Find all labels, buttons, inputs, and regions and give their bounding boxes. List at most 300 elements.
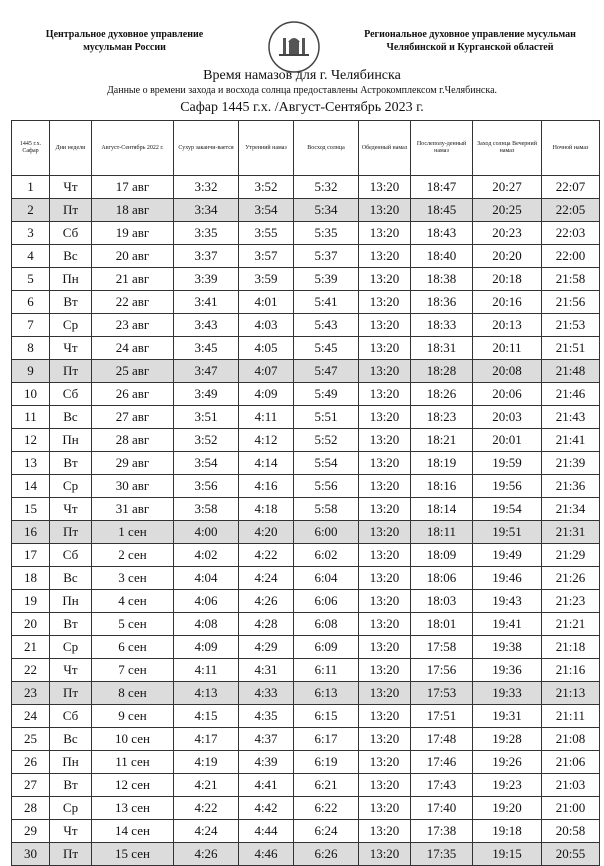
weekday-cell: Пт: [50, 521, 92, 544]
table-row: [12, 314, 600, 337]
table-row: [12, 406, 600, 429]
asr-cell: 18:19: [411, 452, 473, 475]
suhur-end-cell: 4:11: [174, 659, 239, 682]
dhuhr-cell: 13:20: [359, 452, 411, 475]
safar-day-cell: 23: [12, 682, 50, 705]
isha-cell: 20:58: [542, 820, 600, 843]
weekday-cell: Сб: [50, 705, 92, 728]
maghrib-cell: 19:33: [473, 682, 542, 705]
table-row: [12, 521, 600, 544]
fajr-cell: 4:18: [239, 498, 294, 521]
isha-cell: 21:11: [542, 705, 600, 728]
maghrib-cell: 20:27: [473, 176, 542, 199]
weekday-cell: Ср: [50, 797, 92, 820]
fajr-cell: 3:52: [239, 176, 294, 199]
isha-cell: 21:41: [542, 429, 600, 452]
weekday-cell: Ср: [50, 636, 92, 659]
suhur-end-cell: 3:56: [174, 475, 239, 498]
dhuhr-cell: 13:20: [359, 498, 411, 521]
header-left-line1: Центральное духовное управление: [45, 29, 204, 40]
dhuhr-cell: 13:20: [359, 337, 411, 360]
asr-cell: 18:06: [411, 567, 473, 590]
weekday-cell: Вс: [50, 728, 92, 751]
safar-day-cell: 20: [12, 613, 50, 636]
isha-cell: 21:00: [542, 797, 600, 820]
column-header: Утренний намаз: [239, 121, 294, 176]
suhur-end-cell: 4:06: [174, 590, 239, 613]
suhur-end-cell: 3:49: [174, 383, 239, 406]
safar-day-cell: 28: [12, 797, 50, 820]
weekday-cell: Вс: [50, 406, 92, 429]
safar-day-cell: 30: [12, 843, 50, 866]
asr-cell: 17:51: [411, 705, 473, 728]
column-header: Заход солнца Вечерний намаз: [473, 121, 542, 176]
suhur-end-cell: 3:39: [174, 268, 239, 291]
maghrib-cell: 20:20: [473, 245, 542, 268]
safar-day-cell: 10: [12, 383, 50, 406]
period-title: Сафар 1445 г.х. /Август-Сентябрь 2023 г.: [180, 100, 424, 115]
gregorian-date-cell: 25 авг: [92, 360, 174, 383]
maghrib-cell: 19:56: [473, 475, 542, 498]
dhuhr-cell: 13:20: [359, 406, 411, 429]
suhur-end-cell: 4:17: [174, 728, 239, 751]
gregorian-date-cell: 21 авг: [92, 268, 174, 291]
weekday-cell: Вс: [50, 245, 92, 268]
table-row: [12, 429, 600, 452]
suhur-end-cell: 4:02: [174, 544, 239, 567]
table-row: [12, 268, 600, 291]
isha-cell: 20:55: [542, 843, 600, 866]
gregorian-date-cell: 13 сен: [92, 797, 174, 820]
suhur-end-cell: 4:24: [174, 820, 239, 843]
suhur-end-cell: 4:21: [174, 774, 239, 797]
fajr-cell: 4:11: [239, 406, 294, 429]
weekday-cell: Ср: [50, 314, 92, 337]
isha-cell: 21:26: [542, 567, 600, 590]
fajr-cell: 4:29: [239, 636, 294, 659]
maghrib-cell: 20:25: [473, 199, 542, 222]
dhuhr-cell: 13:20: [359, 751, 411, 774]
gregorian-date-cell: 15 сен: [92, 843, 174, 866]
dhuhr-cell: 13:20: [359, 636, 411, 659]
sunrise-cell: 5:34: [294, 199, 359, 222]
table-row: [12, 291, 600, 314]
column-header: Дни недели: [50, 121, 92, 176]
gregorian-date-cell: 26 авг: [92, 383, 174, 406]
maghrib-cell: 20:13: [473, 314, 542, 337]
isha-cell: 21:56: [542, 291, 600, 314]
sunrise-cell: 5:51: [294, 406, 359, 429]
column-header: Август-Сентябрь 2022 г.: [92, 121, 174, 176]
gregorian-date-cell: 29 авг: [92, 452, 174, 475]
isha-cell: 21:29: [542, 544, 600, 567]
table-row: [12, 682, 600, 705]
fajr-cell: 3:59: [239, 268, 294, 291]
fajr-cell: 4:09: [239, 383, 294, 406]
gregorian-date-cell: 1 сен: [92, 521, 174, 544]
sunrise-cell: 6:06: [294, 590, 359, 613]
sunrise-cell: 5:52: [294, 429, 359, 452]
table-row: [12, 222, 600, 245]
weekday-cell: Сб: [50, 222, 92, 245]
header-left-org: [22, 28, 227, 54]
dhuhr-cell: 13:20: [359, 728, 411, 751]
gregorian-date-cell: 17 авг: [92, 176, 174, 199]
isha-cell: 21:53: [542, 314, 600, 337]
safar-day-cell: 3: [12, 222, 50, 245]
table-row: [12, 176, 600, 199]
fajr-cell: 4:44: [239, 820, 294, 843]
safar-day-cell: 9: [12, 360, 50, 383]
sunrise-cell: 5:49: [294, 383, 359, 406]
fajr-cell: 4:01: [239, 291, 294, 314]
isha-cell: 21:46: [542, 383, 600, 406]
maghrib-cell: 20:11: [473, 337, 542, 360]
gregorian-date-cell: 7 сен: [92, 659, 174, 682]
isha-cell: 22:03: [542, 222, 600, 245]
suhur-end-cell: 3:54: [174, 452, 239, 475]
table-row: [12, 245, 600, 268]
fajr-cell: 4:14: [239, 452, 294, 475]
safar-day-cell: 12: [12, 429, 50, 452]
suhur-end-cell: 3:35: [174, 222, 239, 245]
asr-cell: 17:56: [411, 659, 473, 682]
sunrise-cell: 5:37: [294, 245, 359, 268]
asr-cell: 17:35: [411, 843, 473, 866]
suhur-end-cell: 4:15: [174, 705, 239, 728]
dhuhr-cell: 13:20: [359, 705, 411, 728]
fajr-cell: 4:03: [239, 314, 294, 337]
asr-cell: 18:11: [411, 521, 473, 544]
dhuhr-cell: 13:20: [359, 176, 411, 199]
safar-day-cell: 11: [12, 406, 50, 429]
sunrise-cell: 5:45: [294, 337, 359, 360]
weekday-cell: Пт: [50, 360, 92, 383]
asr-cell: 17:46: [411, 751, 473, 774]
weekday-cell: Сб: [50, 544, 92, 567]
maghrib-cell: 19:41: [473, 613, 542, 636]
sunrise-cell: 6:21: [294, 774, 359, 797]
sunrise-cell: 6:19: [294, 751, 359, 774]
weekday-cell: Чт: [50, 820, 92, 843]
fajr-cell: 4:39: [239, 751, 294, 774]
fajr-cell: 4:16: [239, 475, 294, 498]
maghrib-cell: 19:15: [473, 843, 542, 866]
asr-cell: 18:33: [411, 314, 473, 337]
safar-day-cell: 13: [12, 452, 50, 475]
fajr-cell: 4:05: [239, 337, 294, 360]
isha-cell: 21:03: [542, 774, 600, 797]
fajr-cell: 3:57: [239, 245, 294, 268]
gregorian-date-cell: 4 сен: [92, 590, 174, 613]
safar-day-cell: 18: [12, 567, 50, 590]
sunrise-cell: 6:04: [294, 567, 359, 590]
isha-cell: 21:58: [542, 268, 600, 291]
dhuhr-cell: 13:20: [359, 314, 411, 337]
asr-cell: 17:40: [411, 797, 473, 820]
isha-cell: 21:51: [542, 337, 600, 360]
maghrib-cell: 19:23: [473, 774, 542, 797]
gregorian-date-cell: 23 авг: [92, 314, 174, 337]
fajr-cell: 3:55: [239, 222, 294, 245]
weekday-cell: Пн: [50, 268, 92, 291]
isha-cell: 21:23: [542, 590, 600, 613]
column-header: Обеденный намаз: [359, 121, 411, 176]
suhur-end-cell: 3:41: [174, 291, 239, 314]
fajr-cell: 4:12: [239, 429, 294, 452]
isha-cell: 21:36: [542, 475, 600, 498]
table-row: [12, 199, 600, 222]
asr-cell: 18:16: [411, 475, 473, 498]
weekday-cell: Вт: [50, 774, 92, 797]
gregorian-date-cell: 22 авг: [92, 291, 174, 314]
safar-day-cell: 26: [12, 751, 50, 774]
asr-cell: 18:45: [411, 199, 473, 222]
asr-cell: 18:21: [411, 429, 473, 452]
safar-day-cell: 25: [12, 728, 50, 751]
isha-cell: 21:13: [542, 682, 600, 705]
gregorian-date-cell: 10 сен: [92, 728, 174, 751]
prayer-times-table: [11, 120, 600, 866]
asr-cell: 17:53: [411, 682, 473, 705]
asr-cell: 18:26: [411, 383, 473, 406]
maghrib-cell: 19:31: [473, 705, 542, 728]
isha-cell: 21:48: [542, 360, 600, 383]
suhur-end-cell: 3:34: [174, 199, 239, 222]
sunrise-cell: 5:56: [294, 475, 359, 498]
gregorian-date-cell: 6 сен: [92, 636, 174, 659]
table-row: [12, 636, 600, 659]
table-row: [12, 843, 600, 866]
asr-cell: 18:23: [411, 406, 473, 429]
weekday-cell: Ср: [50, 475, 92, 498]
weekday-cell: Вт: [50, 613, 92, 636]
gregorian-date-cell: 8 сен: [92, 682, 174, 705]
suhur-end-cell: 3:52: [174, 429, 239, 452]
sunrise-cell: 6:15: [294, 705, 359, 728]
weekday-cell: Пн: [50, 590, 92, 613]
asr-cell: 18:09: [411, 544, 473, 567]
table-row: [12, 728, 600, 751]
suhur-end-cell: 3:51: [174, 406, 239, 429]
asr-cell: 18:01: [411, 613, 473, 636]
table-row: [12, 498, 600, 521]
dhuhr-cell: 13:20: [359, 475, 411, 498]
suhur-end-cell: 4:19: [174, 751, 239, 774]
sunrise-cell: 6:09: [294, 636, 359, 659]
fajr-cell: 4:26: [239, 590, 294, 613]
dhuhr-cell: 13:20: [359, 199, 411, 222]
weekday-cell: Чт: [50, 337, 92, 360]
sunrise-cell: 6:17: [294, 728, 359, 751]
gregorian-date-cell: 31 авг: [92, 498, 174, 521]
isha-cell: 22:05: [542, 199, 600, 222]
safar-day-cell: 16: [12, 521, 50, 544]
weekday-cell: Пн: [50, 429, 92, 452]
table-body: [12, 176, 600, 866]
safar-day-cell: 29: [12, 820, 50, 843]
safar-day-cell: 7: [12, 314, 50, 337]
fajr-cell: 4:28: [239, 613, 294, 636]
dhuhr-cell: 13:20: [359, 820, 411, 843]
safar-day-cell: 8: [12, 337, 50, 360]
sunrise-cell: 5:47: [294, 360, 359, 383]
sunrise-cell: 5:43: [294, 314, 359, 337]
safar-day-cell: 15: [12, 498, 50, 521]
safar-day-cell: 1: [12, 176, 50, 199]
weekday-cell: Вс: [50, 567, 92, 590]
maghrib-cell: 20:18: [473, 268, 542, 291]
sunrise-cell: 6:22: [294, 797, 359, 820]
page-subtitle: Данные о времени захода и восхода солнца предоставлены Астрокомплексом г.Челябинска.: [106, 85, 498, 96]
table-row: [12, 774, 600, 797]
asr-cell: 17:58: [411, 636, 473, 659]
asr-cell: 18:31: [411, 337, 473, 360]
gregorian-date-cell: 28 авг: [92, 429, 174, 452]
table-row: [12, 452, 600, 475]
gregorian-date-cell: 24 авг: [92, 337, 174, 360]
maghrib-cell: 19:28: [473, 728, 542, 751]
safar-day-cell: 4: [12, 245, 50, 268]
dhuhr-cell: 13:20: [359, 383, 411, 406]
table-row: [12, 567, 600, 590]
column-header: Восход солнца: [294, 121, 359, 176]
suhur-end-cell: 4:08: [174, 613, 239, 636]
sunrise-cell: 5:41: [294, 291, 359, 314]
safar-day-cell: 24: [12, 705, 50, 728]
table-row: [12, 705, 600, 728]
safar-day-cell: 19: [12, 590, 50, 613]
column-header: Послеполу-денный намаз: [411, 121, 473, 176]
maghrib-cell: 19:26: [473, 751, 542, 774]
maghrib-cell: 20:01: [473, 429, 542, 452]
maghrib-cell: 19:20: [473, 797, 542, 820]
table-row: [12, 659, 600, 682]
isha-cell: 21:06: [542, 751, 600, 774]
isha-cell: 21:08: [542, 728, 600, 751]
dhuhr-cell: 13:20: [359, 774, 411, 797]
table-row: [12, 337, 600, 360]
fajr-cell: 3:54: [239, 199, 294, 222]
weekday-cell: Пт: [50, 843, 92, 866]
maghrib-cell: 20:23: [473, 222, 542, 245]
gregorian-date-cell: 12 сен: [92, 774, 174, 797]
sunrise-cell: 6:02: [294, 544, 359, 567]
table-header-row: [12, 121, 600, 176]
safar-day-cell: 21: [12, 636, 50, 659]
asr-cell: 18:38: [411, 268, 473, 291]
fajr-cell: 4:46: [239, 843, 294, 866]
header-right-line1: Региональное духовное управление мусульман: [364, 29, 576, 40]
column-header: Сухур заканчи-вается: [174, 121, 239, 176]
suhur-end-cell: 4:09: [174, 636, 239, 659]
gregorian-date-cell: 14 сен: [92, 820, 174, 843]
suhur-end-cell: 3:58: [174, 498, 239, 521]
dhuhr-cell: 13:20: [359, 797, 411, 820]
suhur-end-cell: 3:47: [174, 360, 239, 383]
asr-cell: 17:43: [411, 774, 473, 797]
isha-cell: 21:16: [542, 659, 600, 682]
suhur-end-cell: 3:43: [174, 314, 239, 337]
isha-cell: 21:43: [542, 406, 600, 429]
weekday-cell: Пн: [50, 751, 92, 774]
maghrib-cell: 19:49: [473, 544, 542, 567]
dhuhr-cell: 13:20: [359, 268, 411, 291]
maghrib-cell: 19:46: [473, 567, 542, 590]
asr-cell: 18:40: [411, 245, 473, 268]
suhur-end-cell: 3:37: [174, 245, 239, 268]
dhuhr-cell: 13:20: [359, 360, 411, 383]
maghrib-cell: 20:16: [473, 291, 542, 314]
suhur-end-cell: 4:04: [174, 567, 239, 590]
weekday-cell: Вт: [50, 452, 92, 475]
dhuhr-cell: 13:20: [359, 291, 411, 314]
asr-cell: 18:47: [411, 176, 473, 199]
isha-cell: 21:34: [542, 498, 600, 521]
maghrib-cell: 19:59: [473, 452, 542, 475]
sunrise-cell: 6:11: [294, 659, 359, 682]
asr-cell: 18:14: [411, 498, 473, 521]
gregorian-date-cell: 19 авг: [92, 222, 174, 245]
maghrib-cell: 19:38: [473, 636, 542, 659]
table-row: [12, 820, 600, 843]
maghrib-cell: 19:51: [473, 521, 542, 544]
mosque-crescent-emblem-icon: [267, 20, 321, 74]
page-title: Время намазов для г. Челябинска: [203, 68, 401, 83]
isha-cell: 21:21: [542, 613, 600, 636]
gregorian-date-cell: 27 авг: [92, 406, 174, 429]
safar-day-cell: 2: [12, 199, 50, 222]
header-right-org: [350, 28, 590, 54]
maghrib-cell: 19:18: [473, 820, 542, 843]
fajr-cell: 4:24: [239, 567, 294, 590]
maghrib-cell: 19:36: [473, 659, 542, 682]
gregorian-date-cell: 2 сен: [92, 544, 174, 567]
isha-cell: 22:07: [542, 176, 600, 199]
sunrise-cell: 5:58: [294, 498, 359, 521]
table-row: [12, 751, 600, 774]
weekday-cell: Пт: [50, 682, 92, 705]
table-row: [12, 383, 600, 406]
dhuhr-cell: 13:20: [359, 659, 411, 682]
dhuhr-cell: 13:20: [359, 843, 411, 866]
gregorian-date-cell: 18 авг: [92, 199, 174, 222]
weekday-cell: Пт: [50, 199, 92, 222]
maghrib-cell: 19:54: [473, 498, 542, 521]
sunrise-cell: 6:08: [294, 613, 359, 636]
dhuhr-cell: 13:20: [359, 429, 411, 452]
table-row: [12, 613, 600, 636]
weekday-cell: Чт: [50, 498, 92, 521]
suhur-end-cell: 4:26: [174, 843, 239, 866]
gregorian-date-cell: 11 сен: [92, 751, 174, 774]
maghrib-cell: 20:08: [473, 360, 542, 383]
fajr-cell: 4:20: [239, 521, 294, 544]
safar-day-cell: 27: [12, 774, 50, 797]
safar-day-cell: 5: [12, 268, 50, 291]
fajr-cell: 4:31: [239, 659, 294, 682]
gregorian-date-cell: 20 авг: [92, 245, 174, 268]
safar-day-cell: 17: [12, 544, 50, 567]
gregorian-date-cell: 3 сен: [92, 567, 174, 590]
isha-cell: 21:31: [542, 521, 600, 544]
maghrib-cell: 20:06: [473, 383, 542, 406]
dhuhr-cell: 13:20: [359, 544, 411, 567]
suhur-end-cell: 4:22: [174, 797, 239, 820]
table-row: [12, 544, 600, 567]
suhur-end-cell: 3:45: [174, 337, 239, 360]
safar-day-cell: 6: [12, 291, 50, 314]
